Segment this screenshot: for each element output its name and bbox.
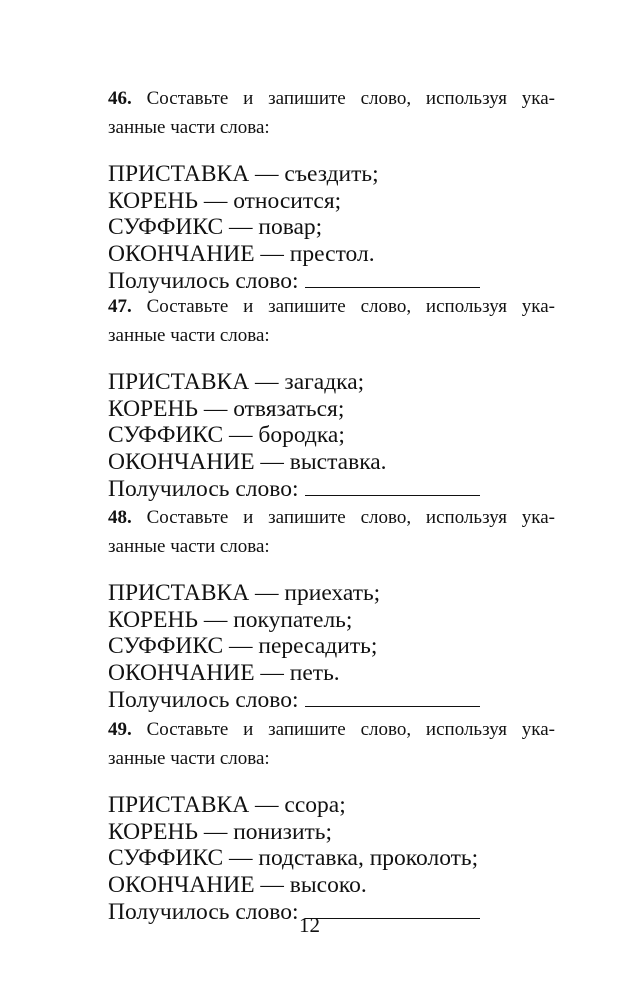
root-item: КОРЕНЬ — покупатель; <box>108 606 353 633</box>
task-line-1 <box>108 715 555 744</box>
page-number: 12 <box>299 913 320 937</box>
task-line-2: занные части слова: <box>108 117 270 138</box>
exercise-number: 46. <box>108 88 132 109</box>
task-text: Составьте и запишите слово, используя ука- <box>146 88 556 109</box>
suffix-item: СУФФИКС — повар; <box>108 214 323 240</box>
answer-blank[interactable] <box>305 267 480 288</box>
task-line-2: занные части слова: <box>108 536 270 557</box>
exercise-task <box>108 292 555 350</box>
exercise-task <box>108 715 555 773</box>
exercise-number: 48. <box>108 507 132 528</box>
prefix-item: ПРИСТАВКА — загадка; <box>108 369 365 395</box>
word-parts-list <box>108 161 568 295</box>
suffix-item: СУФФИКС — бородка; <box>108 422 345 448</box>
word-parts-list <box>108 580 568 714</box>
result-label: Получилось слово: <box>108 687 299 713</box>
task-line-2: занные части слова: <box>108 325 270 346</box>
suffix-item: СУФФИКС — подставка, проколоть; <box>108 845 479 871</box>
ending-item: ОКОНЧАНИЕ — престол. <box>108 240 375 267</box>
prefix-item: ПРИСТАВКА — приехать; <box>108 580 381 606</box>
result-line <box>108 475 568 503</box>
ending-item: ОКОНЧАНИЕ — петь. <box>108 659 340 686</box>
task-text: Составьте и запишите слово, используя ука- <box>146 296 556 317</box>
root-item: КОРЕНЬ — понизить; <box>108 818 333 845</box>
answer-blank[interactable] <box>305 686 480 707</box>
root-item: КОРЕНЬ — относится; <box>108 187 342 214</box>
result-line <box>108 686 568 714</box>
prefix-item: ПРИСТАВКА — съездить; <box>108 161 379 187</box>
prefix-item: ПРИСТАВКА — ссора; <box>108 792 346 818</box>
task-line-1 <box>108 84 555 113</box>
answer-blank[interactable] <box>305 475 480 496</box>
task-text: Составьте и запишите слово, используя ука- <box>146 719 556 740</box>
word-parts-list <box>108 792 568 926</box>
exercise-number: 47. <box>108 296 132 317</box>
result-label: Получилось слово: <box>108 899 299 925</box>
ending-item: ОКОНЧАНИЕ — выставка. <box>108 448 387 475</box>
exercise-task <box>108 84 555 142</box>
task-line-2: занные части слова: <box>108 748 270 769</box>
result-label: Получилось слово: <box>108 268 299 294</box>
exercise-number: 49. <box>108 719 132 740</box>
exercise-task <box>108 503 555 561</box>
root-item: КОРЕНЬ — отвязаться; <box>108 395 345 422</box>
task-line-1 <box>108 292 555 321</box>
result-label: Получилось слово: <box>108 476 299 502</box>
result-line <box>108 267 568 295</box>
ending-item: ОКОНЧАНИЕ — высоко. <box>108 871 367 898</box>
suffix-item: СУФФИКС — пересадить; <box>108 633 378 659</box>
task-text: Составьте и запишите слово, используя ука- <box>146 507 556 528</box>
task-line-1 <box>108 503 555 532</box>
word-parts-list <box>108 369 568 503</box>
